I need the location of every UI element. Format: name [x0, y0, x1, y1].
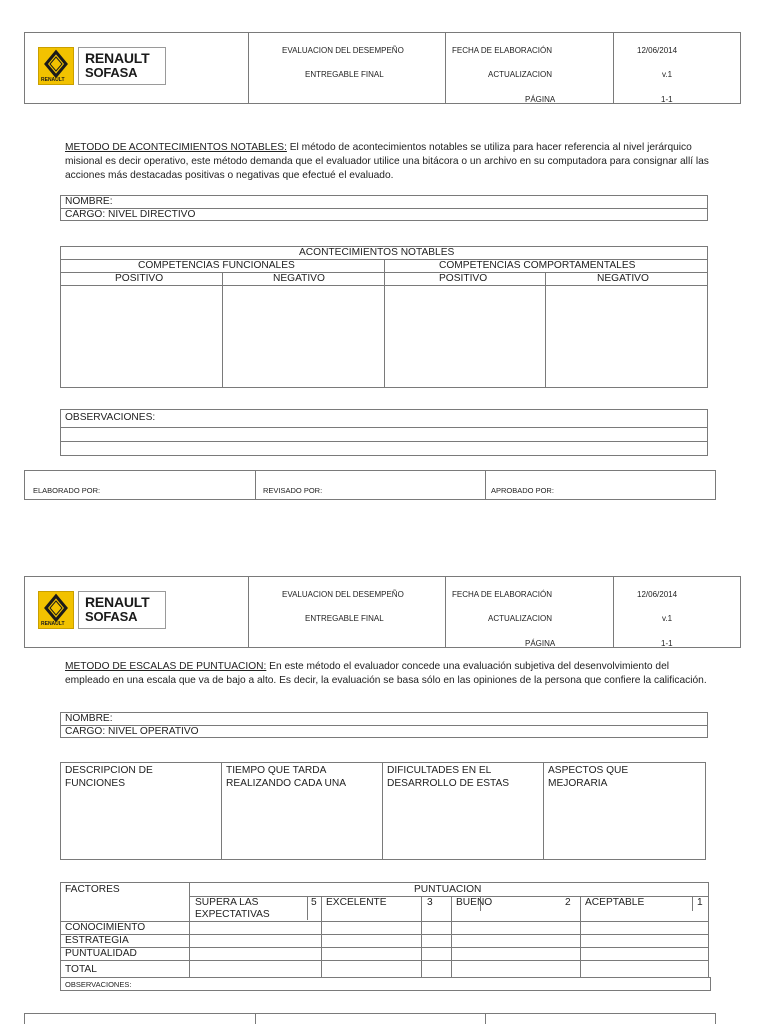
date-label: FECHA DE ELABORACIÓN: [452, 46, 553, 55]
scale-score-5: 5: [311, 897, 317, 908]
page-value: 1-1: [661, 639, 673, 648]
scale-supera-l1: SUPERA LAS: [195, 897, 259, 908]
scale-score-3: 3: [427, 897, 433, 908]
method-description-1: [65, 141, 715, 183]
col-negativo-1: NEGATIVO: [273, 273, 325, 284]
doc-deliverable: ENTREGABLE FINAL: [305, 70, 384, 79]
method-text-2: En este método el evaluador concede una evaluación subjetiva del desenvolvimiento del empleado en una escala que va de bajo a alto. Es decir, la evaluación se basa sólo en las opiniones de la persona que confiere la calificación.: [65, 661, 707, 686]
elaborado-label-1: ELABORADO POR:: [33, 486, 101, 495]
row-puntualidad: PUNTUALIDAD: [65, 948, 137, 959]
method-description-2: [65, 660, 710, 688]
method-title-1: METODO DE ACONTECIMIENTOS NOTABLES:: [65, 142, 287, 153]
row-conocimiento: CONOCIMIENTO: [65, 922, 146, 933]
col-aspectos-l2: MEJORARIA: [548, 778, 608, 789]
nombre-label-1: NOMBRE:: [65, 196, 113, 207]
row-total: TOTAL: [65, 964, 97, 975]
employee-info-2: [60, 712, 708, 738]
col-descripcion-l2: FUNCIONES: [65, 778, 125, 789]
renault-diamond-icon: [38, 591, 74, 629]
page-label: PÁGINA: [525, 639, 556, 648]
col-positivo-2: POSITIVO: [439, 273, 488, 284]
logo-badge-text: RENAULT: [41, 621, 65, 627]
logo-line-1: RENAULT: [85, 50, 150, 66]
date-value: 12/06/2014: [637, 46, 678, 55]
date-label: FECHA DE ELABORACIÓN: [452, 590, 553, 599]
logo-line-2: SOFASA: [85, 609, 138, 624]
update-value: v.1: [662, 70, 673, 79]
group-header-functional: COMPETENCIAS FUNCIONALES: [138, 260, 295, 271]
nombre-label-2: NOMBRE:: [65, 713, 113, 724]
scale-aceptable: ACEPTABLE: [585, 897, 645, 908]
scale-score-1: 1: [697, 897, 703, 908]
observations-box-1: [60, 409, 708, 456]
col-tiempo-l1: TIEMPO QUE TARDA: [226, 765, 327, 776]
doc-deliverable: ENTREGABLE FINAL: [305, 614, 384, 623]
group-header-behavioral: COMPETENCIAS COMPORTAMENTALES: [439, 260, 636, 271]
scale-excelente: EXCELENTE: [326, 897, 387, 908]
renault-diamond-icon: [38, 47, 74, 85]
doc-title: EVALUACION DEL DESEMPEÑO: [282, 590, 404, 599]
date-value: 12/06/2014: [637, 590, 678, 599]
scale-bueno: BUENO: [456, 897, 493, 908]
factores-label: FACTORES: [65, 884, 120, 895]
logo-line-2: SOFASA: [85, 65, 138, 80]
col-tiempo-l2: REALIZANDO CADA UNA: [226, 778, 347, 789]
revisado-label-1: REVISADO POR:: [263, 486, 323, 495]
puntuacion-label: PUNTUACION: [414, 884, 482, 895]
renault-sofasa-logo: [38, 47, 166, 85]
cargo-label-2: CARGO: NIVEL OPERATIVO: [65, 726, 199, 737]
document-header-1: [24, 32, 741, 104]
method-text-1: El método de acontecimientos notables se utiliza para hacer referencia al nivel jerárquico misional es decir operativo, este método demanda que el evaluador utilice una bitácora o un archivo en su computadora para consignar allí las acciones más destacadas positivas o negativas que efectué el evaluado.: [65, 142, 709, 181]
scoring-table: [60, 882, 709, 978]
row-estrategia: ESTRATEGIA: [65, 935, 129, 946]
col-descripcion-l1: DESCRIPCION DE: [65, 765, 153, 776]
page-value: 1-1: [661, 95, 673, 104]
update-label: ACTUALIZACION: [488, 70, 553, 79]
col-aspectos-l1: ASPECTOS QUE: [548, 765, 629, 776]
scale-supera-l2: EXPECTATIVAS: [195, 909, 270, 920]
update-value: v.1: [662, 614, 673, 623]
functions-table: [60, 762, 706, 860]
scale-score-2: 2: [565, 897, 571, 908]
logo-line-1: RENAULT: [85, 594, 150, 610]
method-title-2: METODO DE ESCALAS DE PUNTUACION:: [65, 661, 267, 672]
table-title: ACONTECIMIENTOS NOTABLES: [299, 247, 455, 258]
update-label: ACTUALIZACION: [488, 614, 553, 623]
aprobado-label-1: APROBADO POR:: [491, 486, 554, 495]
document-header-2: [24, 576, 741, 648]
approval-footer-2: [24, 1013, 716, 1024]
observations-label-1: OBSERVACIONES:: [65, 412, 156, 423]
cargo-label-1: CARGO: NIVEL DIRECTIVO: [65, 209, 196, 220]
observations-label-2: OBSERVACIONES:: [65, 980, 132, 989]
col-negativo-2: NEGATIVO: [597, 273, 649, 284]
employee-info-1: [60, 195, 708, 221]
logo-badge-text: RENAULT: [41, 77, 65, 83]
renault-sofasa-logo: [38, 591, 166, 629]
col-dificultades-l1: DIFICULTADES EN EL: [387, 765, 492, 776]
doc-title: EVALUACION DEL DESEMPEÑO: [282, 46, 404, 55]
notable-events-table: [60, 246, 708, 388]
col-dificultades-l2: DESARROLLO DE ESTAS: [387, 778, 510, 789]
approval-footer-1: [24, 470, 716, 500]
col-positivo-1: POSITIVO: [115, 273, 164, 284]
page-label: PÁGINA: [525, 95, 556, 104]
observations-box-2: [60, 977, 711, 991]
